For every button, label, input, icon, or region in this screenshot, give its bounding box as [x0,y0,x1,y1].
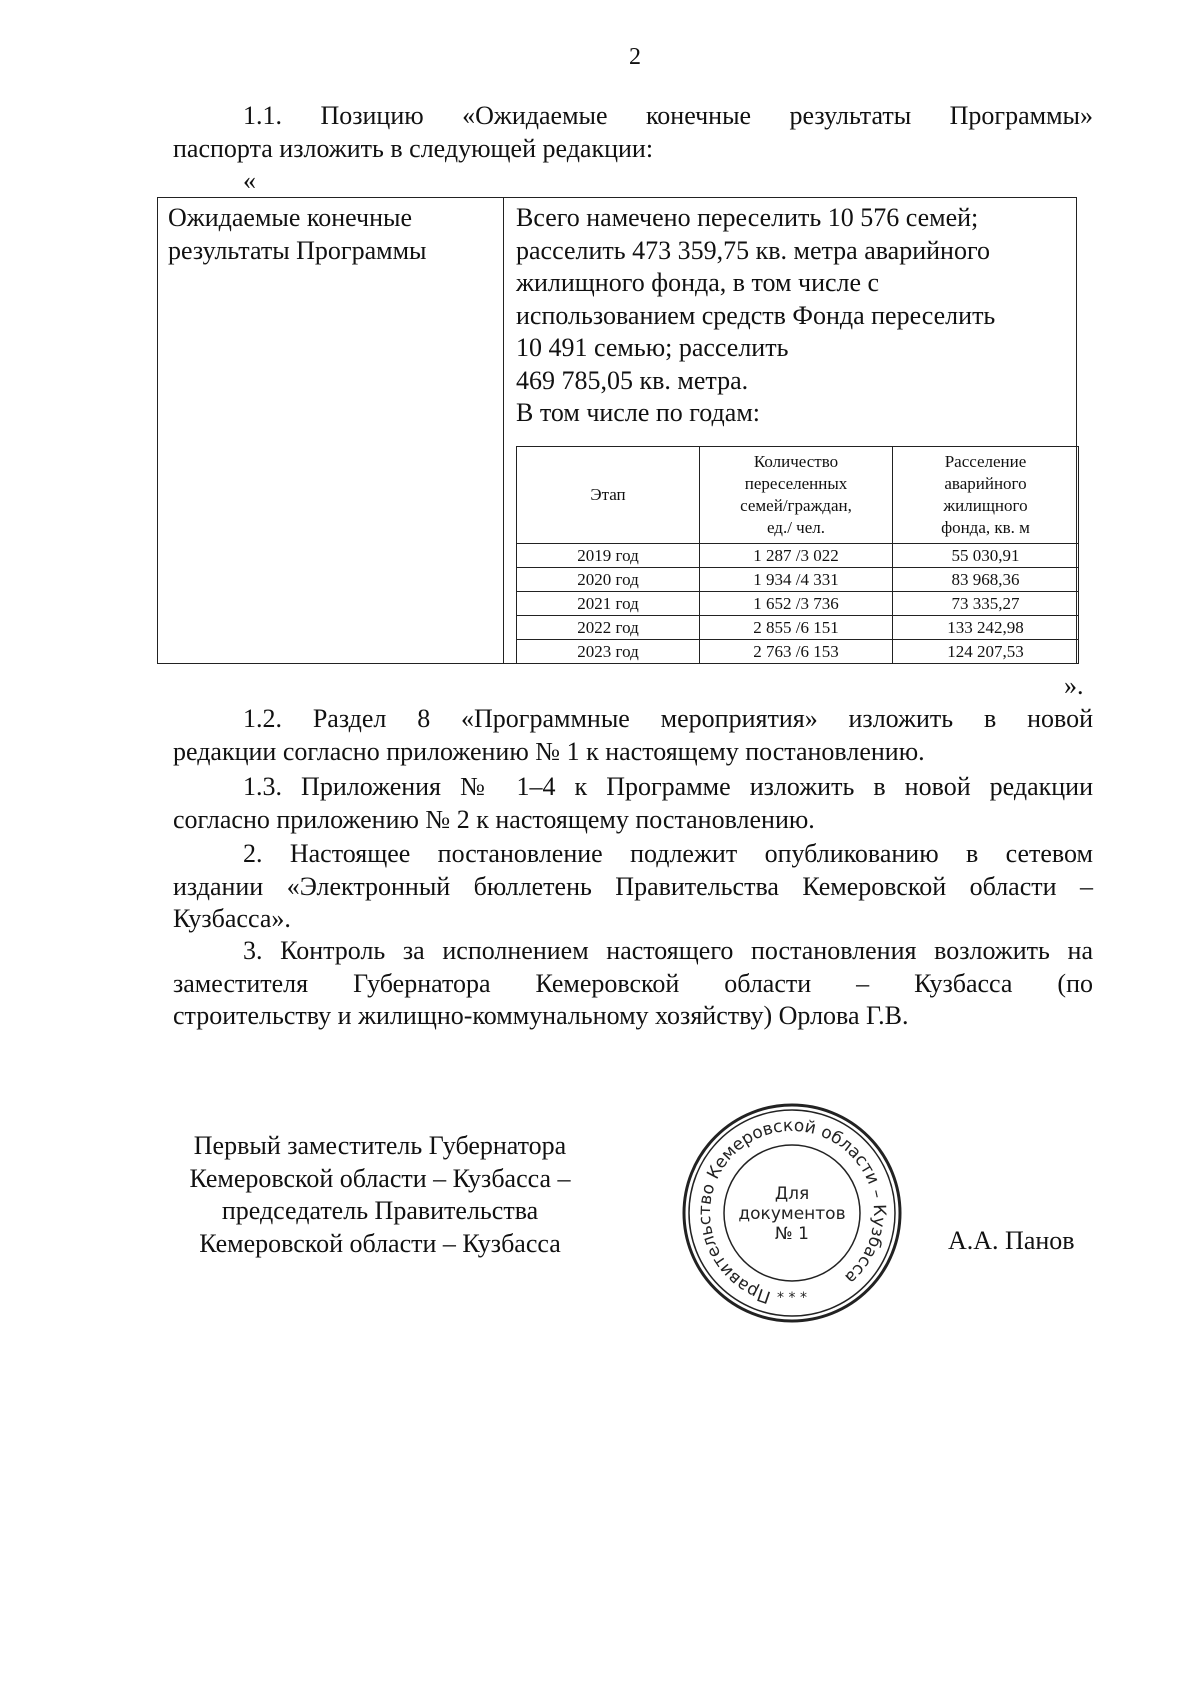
table-cell-families: 2 855 /6 151 [700,616,893,640]
official-seal-stamp [680,1101,904,1325]
header-line: семей/граждан, [740,496,852,515]
results-table-label [168,202,427,267]
paragraph-3 [173,935,1093,1033]
table-cell-families: 1 287 /3 022 [700,544,893,568]
table-row [517,544,1079,568]
table-cell-families: 1 934 /4 331 [700,568,893,592]
table-cell-area: 124 207,53 [893,640,1079,664]
signatory-title-line: Кемеровской области – Кузбасса [199,1228,561,1258]
opening-quote: « [243,166,256,195]
paragraph-2 [173,838,1093,936]
paragraph-1-2-line-1: 1.2. Раздел 8 «Программные мероприятия» изложить в новой [243,704,1093,733]
results-table-description [516,202,995,430]
header-line: фонда, кв. м [941,518,1030,537]
description-line: жилищного фонда, в том числе с [516,268,880,297]
paragraph-1-3-line-1: 1.3. Приложения № 1–4 к Программе изложить в новой редакции [243,772,1093,801]
header-stage [517,447,700,544]
signatory-title-line: Первый заместитель Губернатора [193,1131,567,1160]
table-row [517,568,1079,592]
header-line: Количество [753,452,839,471]
table-row [517,616,1079,640]
description-line: расселить 473 359,75 кв. метра аварийного [516,235,990,265]
description-line: 10 491 семью; расселить [516,333,789,362]
closing-quote: ». [1064,671,1084,700]
seal-center-line: № 1 [775,1224,809,1244]
paragraph-2-line-2: издании «Электронный бюллетень Правительства Кемеровской области – [173,871,1093,901]
page-number: 2 [629,44,641,70]
paragraph-3-line-1: 3. Контроль за исполнением настоящего постановления возложить на [243,936,1093,965]
description-line: Всего намечено переселить 10 576 семей; [516,203,979,232]
signatory-title-line: председатель Правительства [221,1196,539,1225]
table-cell-area: 73 335,27 [893,592,1079,616]
table-cell-area: 83 968,36 [893,568,1079,592]
header-line: Расселение [944,452,1027,471]
table-cell-year: 2019 год [517,544,700,568]
signatory-title [170,1130,590,1260]
paragraph-1-3-line-2: согласно приложению № 2 к настоящему постановлению. [173,804,815,834]
paragraph-3-line-3: строительству и жилищно-коммунальному хозяйству) Орлова Г.В. [173,1001,909,1030]
paragraph-2-line-1: 2. Настоящее постановление подлежит опубликованию в сетевом [243,839,1093,868]
paragraph-1-1-line-2: паспорта изложить в следующей редакции: [173,133,654,163]
table-row [517,592,1079,616]
signatory-name: А.А. Панов [948,1226,1075,1255]
header-line: переселенных [744,474,848,493]
table-row [517,640,1079,664]
header-line: Этап [590,485,626,504]
paragraph-2-line-3: Кузбасса». [173,904,291,933]
description-line: В том числе по годам: [516,398,760,427]
table-cell-families: 2 763 /6 153 [700,640,893,664]
table-cell-area: 55 030,91 [893,544,1079,568]
table-header-row [517,447,1079,544]
seal-center-line: документов [738,1204,846,1224]
seal-center-line: Для [774,1184,810,1204]
table-cell-year: 2021 год [517,592,700,616]
paragraph-1-1 [173,100,1093,165]
header-families [700,447,893,544]
header-area [893,447,1079,544]
table-cell-year: 2022 год [517,616,700,640]
header-line: аварийного [944,474,1027,493]
description-line: использованием средств Фонда переселить [516,300,996,330]
header-line: жилищного [943,496,1028,515]
yearly-stages-table [516,446,1079,664]
label-line: Ожидаемые конечные [168,203,413,232]
table-cell-year: 2023 год [517,640,700,664]
label-line: результаты Программы [168,235,427,265]
table-cell-families: 1 652 /3 736 [700,592,893,616]
signatory-title-line: Кемеровской области – Кузбасса – [189,1163,571,1193]
paragraph-1-1-line-1: 1.1. Позицию «Ожидаемые конечные результаты Программы» [243,101,1093,130]
seal-ring-text: Правительство Кемеровской области – Кузбасса [694,1115,890,1307]
paragraph-1-2-line-2: редакции согласно приложению № 1 к настоящему постановлению. [173,736,925,766]
paragraph-3-line-2: заместителя Губернатора Кемеровской области – Кузбасса (по [173,968,1093,998]
paragraph-1-2 [173,703,1093,768]
table-cell-year: 2020 год [517,568,700,592]
table-cell-area: 133 242,98 [893,616,1079,640]
results-table-divider [503,198,504,663]
seal-stars: * * * [777,1290,807,1306]
paragraph-1-3 [173,771,1093,836]
description-line: 469 785,05 кв. метра. [516,365,749,395]
header-line: ед./ чел. [766,518,826,537]
